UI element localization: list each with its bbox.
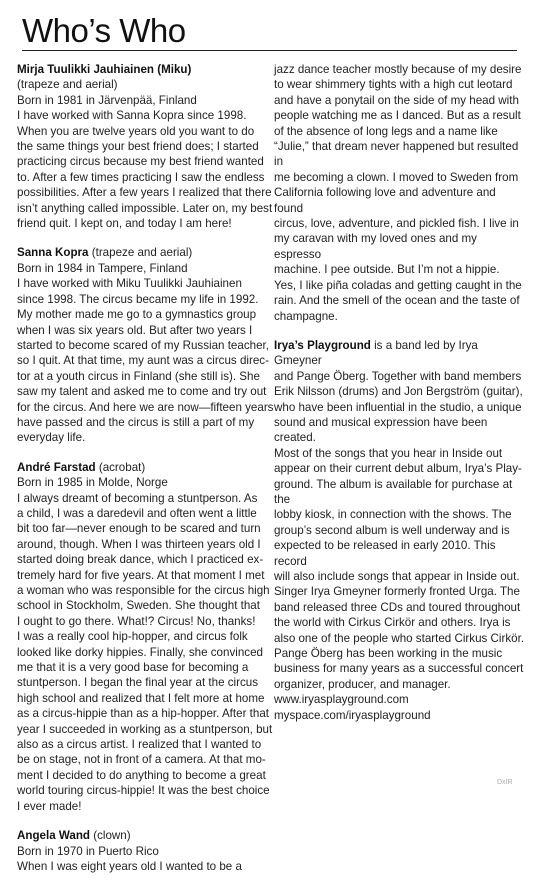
entry-text-line: year I succeeded in working as a stuntperson, but xyxy=(17,722,273,736)
entry-angela xyxy=(17,828,274,874)
entry-born: Born in 1981 in Järvenpää, Finland xyxy=(17,93,197,107)
entry-text-line: be on stage, not in front of a camera. At that mo- xyxy=(17,753,266,767)
entry-text-line: Singer Irya Gmeyner formerly fronted Urga. The xyxy=(274,585,520,599)
page-title: Who’s Who xyxy=(22,12,186,49)
entry-text-line: started doing break dance, which I practiced ex- xyxy=(17,553,264,567)
entry-text-line: my caravan with my loved ones and my espresso xyxy=(274,232,477,261)
entry-text xyxy=(274,62,526,324)
entry-text-line: jazz dance teacher mostly because of my desire xyxy=(274,63,522,76)
entry-text-line: band released three CDs and toured throughout xyxy=(274,600,521,614)
entry-text-line: school in Stockholm, Sweden. She thought that xyxy=(17,599,260,613)
entry-text-line: tremely hard for five years. At that moment I met xyxy=(17,568,265,582)
entry-text-rest xyxy=(274,369,526,723)
entry-text-line: I ever made! xyxy=(17,799,82,813)
entry-role: (acrobat) xyxy=(95,460,146,474)
entry-text-line: to wear shimmery tights with a high cut leotard xyxy=(274,78,513,92)
entry-text-line: people watching me as I danced. But as a result xyxy=(274,109,521,123)
entry-text-line: high school and realized that I felt more at home xyxy=(17,691,265,705)
entry-text-line: will also include songs that appear in Inside out. xyxy=(274,570,520,583)
entry-role: (trapeze and aerial) xyxy=(17,78,118,92)
entry-text-line: I was a really cool hip-hopper, and circus folk xyxy=(17,630,248,644)
entry-text xyxy=(17,276,274,445)
entry-text-line: Pange Öberg has been working in the music xyxy=(274,647,503,661)
entry-text-line: and Pange Öberg. Together with band members xyxy=(274,369,522,383)
entry-text-line: also one of the people who started Cirkus Cirkör. xyxy=(274,631,525,645)
entry-text-line: ment I decided to do anything to become a great xyxy=(17,768,266,782)
entry-text-line: When I was eight years old I wanted to be a xyxy=(17,859,242,873)
entry-text-line: appear on their current debut album, Irya’s Play- xyxy=(274,462,522,476)
entry-text-line: world touring circus-hippie! It was the best choice xyxy=(17,784,270,798)
entry-text xyxy=(17,108,274,231)
entry-text-line: sound and musical expression have been created. xyxy=(274,415,488,445)
entry-text-line: friend quit. I kept on, and today I am here! xyxy=(17,217,232,231)
entry-text-line: Yes, I like piña coladas and getting caught in the xyxy=(274,278,522,292)
entry-text-line: I have worked with Sanna Kopra since 1998. xyxy=(17,109,247,123)
entry-text-line: looked like dorky hippies. Finally, she convinced xyxy=(17,645,263,659)
right-column xyxy=(274,62,526,737)
entry-text-line: myspace.com/iryasplayground xyxy=(274,708,431,722)
entry-role: (trapeze and aerial) xyxy=(88,246,193,260)
entry-text-line: I always dreamt of becoming a stuntperson. As xyxy=(17,491,258,505)
entry-text-line: lobby kiosk, in connection with the shows. The xyxy=(274,508,512,522)
entry-text-line: have passed and the circus is still a part of my xyxy=(17,415,255,429)
entry-text-line: rain. And the smell of the ocean and the taste of xyxy=(274,294,520,308)
entry-text-line: Most of the songs that you hear in Inside out xyxy=(274,446,503,460)
entry-text xyxy=(17,859,274,874)
entry-text-line: when I was six years old. But after two years I xyxy=(17,323,253,337)
entry-born: Born in 1985 in Molde, Norge xyxy=(17,476,168,490)
entry-text-line: business for many years as a successful concert xyxy=(274,662,524,676)
entry-text-line: group’s second album is well underway and is xyxy=(274,523,510,537)
entry-text-line: circus, love, adventure, and pickled fish. I live in xyxy=(274,217,519,231)
entry-text-line: of the absence of long legs and a name like xyxy=(274,124,498,138)
entry-text-line: stuntperson. I began the final year at the circus xyxy=(17,676,259,690)
scan-mark: DxIR xyxy=(497,779,513,786)
entry-born: Born in 1984 in Tampere, Finland xyxy=(17,261,188,275)
entry-text-line: bit too far—never enough to be scared and turn xyxy=(17,522,261,536)
entry-irya xyxy=(274,338,526,723)
entry-text-line: Erik Nilsson (drums) and Jon Bergström (guitar), xyxy=(274,385,523,399)
entry-text-line: practicing circus because my best friend wanted xyxy=(17,155,264,169)
entry-text-line: I ought to go there. What!? Circus! No, thanks! xyxy=(17,614,256,628)
entry-text-line: ground. The album is available for purchase at the xyxy=(274,477,513,506)
entry-text-line: “Julie,” that dream never happened but resulted in xyxy=(274,140,519,169)
entry-text-line: www.iryasplayground.com xyxy=(274,693,409,707)
entry-text-line: champagne. xyxy=(274,309,338,323)
entry-text-line: who have been influential in the studio, a unique xyxy=(274,400,522,414)
entry-text-line: I have worked with Miku Tuulikki Jauhiainen xyxy=(17,277,242,291)
entry-text-line: isn’t anything called impossible. Later on, my best xyxy=(17,201,273,215)
entry-born: Born in 1970 in Puerto Rico xyxy=(17,844,159,858)
entry-text-line: My mother made me go to a gymnastics group xyxy=(17,308,257,322)
entry-name: Irya’s Playground xyxy=(274,338,371,352)
entry-sanna xyxy=(17,245,274,445)
entry-text-line: When you are twelve years old you want to do xyxy=(17,124,255,138)
entry-name: Sanna Kopra xyxy=(17,246,89,260)
entry-miku xyxy=(17,62,274,231)
left-column xyxy=(17,62,274,888)
entry-text-line: tor at a youth circus in Finland (she still is). She xyxy=(17,369,260,383)
entry-text-line: me becoming a clown. I moved to Sweden from xyxy=(274,170,519,184)
entry-text-line: a woman who was responsible for the circus high xyxy=(17,584,270,597)
entry-text-line: also as a circus artist. I realized that I wanted to xyxy=(17,738,262,752)
entry-text-line: me that it is a very good base for becoming a xyxy=(17,661,249,675)
entry-text-line: as a circus-hippie than as a hip-hopper. After that xyxy=(17,707,269,721)
entry-text-line: the world with Cirkus Cirkör and others. Irya is xyxy=(274,616,511,630)
entry-andre xyxy=(17,460,274,814)
entry-text-line: everyday life. xyxy=(17,431,86,445)
entry-name: Mirja Tuulikki Jauhiainen (Miku) xyxy=(17,63,192,76)
entry-text-line: so I quit. At that time, my aunt was a circus direc- xyxy=(17,354,269,368)
entry-text-line: a child, I was a daredevil and often went a little xyxy=(17,506,257,520)
entry-text xyxy=(17,491,274,815)
entry-role: (clown) xyxy=(90,829,131,843)
entry-text-line: is a band led by Irya Gmeyner xyxy=(274,338,478,368)
entry-name: Angela Wand xyxy=(17,829,90,843)
entry-text-line: and have a ponytail on the side of my head with xyxy=(274,93,519,107)
entry-text-line: machine. I pee outside. But I’m not a hippie. xyxy=(274,263,500,277)
entry-name: André Farstad xyxy=(17,460,96,474)
entry-text xyxy=(274,338,526,723)
entry-text-line: since 1998. The circus became my life in 1992. xyxy=(17,292,259,306)
entry-text-line: to. After a few times practicing I saw the endless xyxy=(17,170,265,184)
entry-text-line: California following love and adventure and found xyxy=(274,186,496,215)
entry-text-line: expected to be released in early 2010. This record xyxy=(274,539,496,568)
entry-text-line: started to become scared of my Russian teacher, xyxy=(17,338,269,352)
entry-text-line: saw my talent and asked me to come and try out xyxy=(17,385,267,399)
entry-text-line: around, though. When I was thirteen years old I xyxy=(17,537,261,551)
entry-text-line: organizer, producer, and manager. xyxy=(274,677,451,691)
entry-text-line: for the circus. And here we are now—fifteen years xyxy=(17,400,274,414)
entry-text-line: possibilities. After a few years I realized that there xyxy=(17,186,272,200)
entry-angela-continued xyxy=(274,62,526,324)
entry-text-line: the same things your best friend does; I started xyxy=(17,140,259,154)
title-divider xyxy=(22,50,517,51)
